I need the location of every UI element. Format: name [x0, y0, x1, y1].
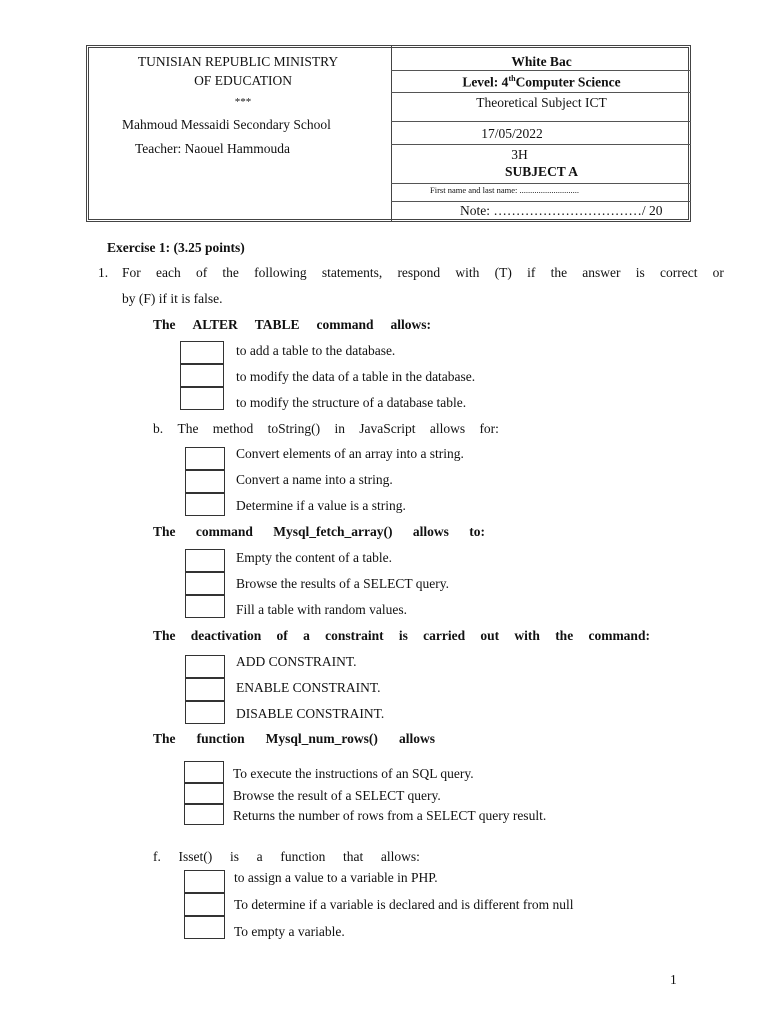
- answer-box[interactable]: [184, 870, 225, 893]
- statement-word: toString(): [267, 421, 321, 436]
- option-text: Determine if a value is a string.: [236, 498, 406, 513]
- option-text: To empty a variable.: [234, 924, 345, 939]
- statement-word: out: [480, 628, 500, 643]
- option-text: to assign a value to a variable in PHP.: [234, 870, 438, 885]
- statement-word: of: [276, 628, 288, 643]
- statement-word: Mysql_num_rows(): [265, 731, 378, 746]
- question-statement: [153, 524, 485, 540]
- statement-word: JavaScript: [359, 421, 416, 436]
- answer-box[interactable]: [180, 364, 224, 387]
- statement-word: allows:: [380, 849, 420, 864]
- header-row-line: [391, 183, 691, 184]
- statement-word: The: [153, 731, 176, 746]
- option-text: Browse the result of a SELECT query.: [233, 788, 441, 803]
- option-text: Convert a name into a string.: [236, 472, 393, 487]
- option-text: ADD CONSTRAINT.: [236, 654, 357, 669]
- statement-word: method: [212, 421, 254, 436]
- instruction-word: is: [635, 265, 645, 280]
- header-row-line: [391, 70, 691, 71]
- header-row-line: [391, 121, 691, 122]
- instruction-word: the: [222, 265, 239, 280]
- statement-word: to:: [469, 524, 485, 539]
- statement-word: Isset(): [178, 849, 213, 864]
- statement-word: a: [256, 849, 263, 864]
- option-text: Returns the number of rows from a SELECT query result.: [233, 808, 547, 823]
- question-statement: [153, 317, 431, 333]
- option-text: To execute the instructions of an SQL query.: [233, 766, 474, 781]
- instruction-word: answer: [582, 265, 621, 280]
- answer-box[interactable]: [185, 655, 225, 678]
- option-text: Fill a table with random values.: [236, 602, 407, 617]
- statement-word: The: [153, 524, 176, 539]
- statement-word: constraint: [325, 628, 384, 643]
- answer-box[interactable]: [185, 678, 225, 701]
- statement-word: The: [153, 628, 176, 643]
- answer-box[interactable]: [184, 916, 225, 939]
- statement-word: is: [229, 849, 239, 864]
- instruction-word: following: [254, 265, 307, 280]
- statement-word: that: [343, 849, 364, 864]
- option-text: DISABLE CONSTRAINT.: [236, 706, 385, 721]
- question-statement: [153, 421, 499, 437]
- exercise-title: Exercise 1: (3.25 points): [107, 240, 245, 255]
- statement-word: allows: [429, 421, 466, 436]
- answer-box[interactable]: [185, 595, 225, 618]
- instruction-word: with: [455, 265, 480, 280]
- exam-date: 17/05/2022: [481, 126, 543, 141]
- answer-box[interactable]: [185, 572, 225, 595]
- statement-word: in: [334, 421, 345, 436]
- answer-box[interactable]: [184, 783, 224, 804]
- instruction-line2: by (F) if it is false.: [122, 291, 223, 306]
- instruction-word: For: [122, 265, 141, 280]
- level-line: Level: 4thComputer Science: [462, 74, 621, 90]
- answer-box[interactable]: [185, 470, 225, 493]
- option-text: To determine if a variable is declared and is different from null: [234, 897, 574, 912]
- statement-word: for:: [479, 421, 499, 436]
- instruction-line: [122, 265, 724, 281]
- statement-word: TABLE: [254, 317, 300, 332]
- instruction-word: each: [155, 265, 181, 280]
- instruction-word: correct: [659, 265, 698, 280]
- option-text: Browse the results of a SELECT query.: [236, 576, 449, 591]
- statement-word: the: [555, 628, 574, 643]
- subject-code: SUBJECT A: [505, 164, 578, 179]
- statement-word: command:: [588, 628, 650, 643]
- option-text: ENABLE CONSTRAINT.: [236, 680, 381, 695]
- statement-word: Mysql_fetch_array(): [273, 524, 393, 539]
- answer-box[interactable]: [185, 701, 225, 724]
- header-row-line: [391, 201, 691, 202]
- instruction-word: the: [550, 265, 568, 280]
- stars-separator: ***: [234, 96, 252, 108]
- instruction-word: if: [527, 265, 536, 280]
- page-number: 1: [670, 972, 677, 987]
- statement-word: b.: [153, 421, 164, 436]
- option-text: to modify the structure of a database table.: [236, 395, 467, 410]
- answer-box[interactable]: [185, 447, 225, 470]
- statement-word: f.: [153, 849, 161, 864]
- answer-box[interactable]: [185, 493, 225, 516]
- note-field: Note: ……………………………/ 20: [460, 203, 663, 218]
- question-statement: [153, 849, 420, 865]
- answer-box[interactable]: [180, 341, 224, 364]
- option-text: Empty the content of a table.: [236, 550, 392, 565]
- option-text: to add a table to the database.: [236, 343, 396, 358]
- instruction-word: statements,: [321, 265, 383, 280]
- statement-word: command: [316, 317, 374, 332]
- school-name: Mahmoud Messaidi Secondary School: [122, 117, 331, 132]
- statement-word: The: [153, 317, 176, 332]
- statement-word: is: [398, 628, 408, 643]
- statement-word: function: [280, 849, 326, 864]
- exam-duration: 3H: [511, 147, 528, 162]
- instruction-word: or: [712, 265, 724, 280]
- statement-word: allows: [398, 731, 435, 746]
- answer-box[interactable]: [184, 893, 225, 916]
- instruction-word: of: [195, 265, 208, 280]
- instruction-word: (T): [494, 265, 512, 280]
- question-statement: [153, 628, 650, 644]
- instruction-word: respond: [397, 265, 441, 280]
- teacher-name: Teacher: Naouel Hammouda: [135, 141, 290, 156]
- statement-word: allows:: [390, 317, 431, 332]
- statement-word: deactivation: [190, 628, 262, 643]
- exam-type: White Bac: [511, 54, 572, 69]
- option-text: Convert elements of an array into a string.: [236, 446, 464, 461]
- answer-box[interactable]: [180, 387, 224, 410]
- statement-word: with: [514, 628, 540, 643]
- statement-word: function: [196, 731, 245, 746]
- question-number: 1.: [98, 265, 109, 280]
- subject-title: Theoretical Subject ICT: [476, 95, 607, 110]
- statement-word: carried: [423, 628, 466, 643]
- header-row-line: [391, 92, 691, 93]
- answer-box[interactable]: [185, 549, 225, 572]
- statement-word: The: [177, 421, 199, 436]
- option-text: to modify the data of a table in the database.: [236, 369, 476, 384]
- header-row-line: [391, 144, 691, 145]
- statement-word: ALTER: [192, 317, 238, 332]
- answer-box[interactable]: [184, 804, 224, 825]
- statement-word: a: [303, 628, 310, 643]
- question-statement: [153, 731, 435, 747]
- ministry-line2: OF EDUCATION: [194, 73, 292, 88]
- name-field: First name and last name: ............................: [430, 185, 579, 195]
- ministry-line1: TUNISIAN REPUBLIC MINISTRY: [137, 54, 339, 69]
- statement-word: command: [195, 524, 253, 539]
- statement-word: allows: [412, 524, 449, 539]
- answer-box[interactable]: [184, 761, 224, 783]
